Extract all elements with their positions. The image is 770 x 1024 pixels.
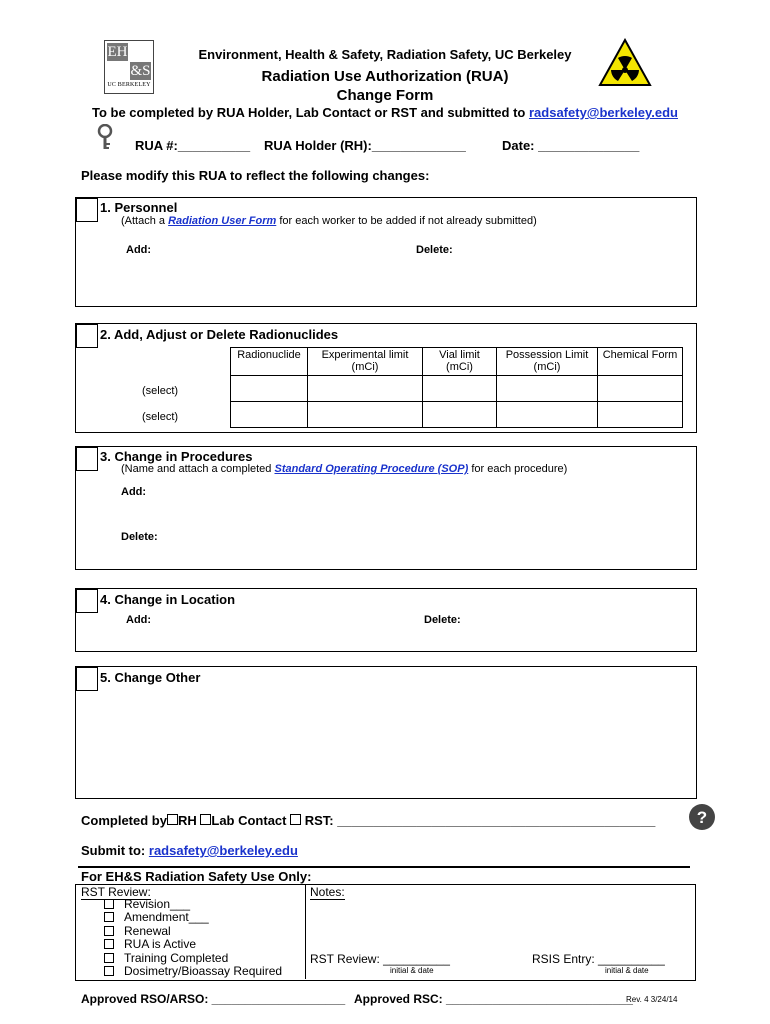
email-link[interactable]: radsafety@berkeley.edu [528,105,678,120]
rua-holder-field[interactable]: RUA Holder (RH):_____________ [264,138,466,153]
submit-row [81,843,298,858]
option-label: RUA is Active [124,937,197,952]
radiation-user-form-link[interactable]: Radiation User Form [168,215,277,227]
procedures-note-prefix: (Name and attach a completed [121,463,272,475]
intro-text: Please modify this RUA to reflect the following changes: [81,168,430,183]
rh-checkbox[interactable] [167,814,178,825]
procedures-note [121,463,567,475]
nuclide-cell[interactable] [598,376,683,402]
option-checkbox[interactable] [104,939,114,949]
other-title: 5. Change Other [100,670,201,685]
col-chemical-form: Chemical Form [598,348,683,376]
radionuclide-table [230,347,683,428]
option-checkbox[interactable] [104,912,114,922]
nuclide-select-2[interactable]: (select) [142,411,179,423]
location-delete-label: Delete: [424,614,461,626]
nuclide-cell[interactable] [308,376,423,402]
option-dosimetry[interactable] [104,965,282,978]
option-revision[interactable] [104,898,282,911]
option-label: Renewal [124,923,171,938]
option-label: Training Completed [124,950,229,965]
notes-heading [310,885,345,900]
personnel-note-suffix: for each worker to be added if not already submitted) [279,215,537,227]
rua-number-field[interactable]: RUA #:__________ [135,138,251,153]
key-icon [95,124,115,150]
svg-text:?: ? [696,808,708,827]
divider [78,866,690,868]
logo-top-left: EH [107,44,128,60]
org-line: Environment, Health & Safety, Radiation Safety, UC Berkeley [198,47,572,62]
col-radionuclide: Radionuclide [231,348,308,376]
personnel-delete-label: Delete: [416,244,453,256]
location-title: 4. Change in Location [100,592,236,607]
date-field[interactable]: Date: ______________ [502,138,640,153]
nuclide-cell[interactable] [231,402,308,428]
other-checkbox[interactable] [76,667,98,691]
option-amendment[interactable] [104,911,282,924]
option-label: Amendment___ [124,910,209,925]
form-subtitle: Change Form [336,87,434,104]
personnel-checkbox[interactable] [76,198,98,222]
nuclide-cell[interactable] [308,402,423,428]
sop-link[interactable]: Standard Operating Procedure (SOP) [274,463,469,475]
nuclide-cell[interactable] [423,376,497,402]
procedures-title: 3. Change in Procedures [100,449,253,464]
option-training-completed[interactable] [104,952,282,965]
personnel-note-prefix: (Attach a [121,215,166,227]
col-possession-limit: Possession Limit (mCi) [497,348,598,376]
option-label: Dosimetry/Bioassay Required [124,964,283,979]
procedures-delete-label: Delete: [121,531,158,543]
col-vial-limit: Vial limit (mCi) [423,348,497,376]
other-section [75,666,697,799]
completed-by-label: Completed by [81,813,167,828]
office-use-heading: For EH&S Radiation Safety Use Only: [81,869,312,884]
option-renewal[interactable] [104,925,282,938]
location-checkbox[interactable] [76,589,98,613]
personnel-note [121,215,537,227]
initial-date-label-2: initial & date [605,966,649,975]
lab-contact-checkbox[interactable] [200,814,211,825]
instructions [0,105,770,120]
submit-label: Submit to: [81,843,146,858]
nuclide-cell[interactable] [231,376,308,402]
approved-rso-field[interactable]: Approved RSO/ARSO: ____________________ [81,992,346,1006]
procedures-note-suffix: for each procedure) [471,463,568,475]
revision-label: Rev. 4 3/24/14 [626,995,678,1004]
option-checkbox[interactable] [104,966,114,976]
option-checkbox[interactable] [104,926,114,936]
rst-checkbox[interactable] [290,814,301,825]
rsis-entry-line[interactable]: RSIS Entry: __________ [532,952,665,966]
location-add-label: Add: [126,614,152,626]
help-icon[interactable] [688,803,716,831]
procedures-checkbox[interactable] [76,447,98,471]
approved-rsc-field[interactable]: Approved RSC: ____________________________ [354,992,633,1006]
personnel-title: 1. Personnel [100,200,178,215]
nuclide-cell[interactable] [497,376,598,402]
rst-field[interactable]: RST: ____________________________________________ [304,813,656,828]
completed-by-row [81,813,655,828]
col-experimental-limit: Experimental limit (mCi) [308,348,423,376]
nuclide-cell[interactable] [598,402,683,428]
nuclide-cell[interactable] [497,402,598,428]
logo-bottom-left: &S [130,63,151,79]
rst-review-options [104,898,282,978]
personnel-add-label: Add: [126,244,152,256]
option-rua-active[interactable] [104,938,282,951]
option-checkbox[interactable] [104,899,114,909]
logo-caption: UC BERKELEY [107,82,151,88]
instructions-text: To be completed by RUA Holder, Lab Contact or RST and submitted to [92,105,526,120]
rst-review-text: RST Review: [81,885,151,899]
radionuclides-checkbox[interactable] [76,324,98,348]
initial-date-label-1: initial & date [390,966,434,975]
rh-label: RH [177,813,197,828]
rst-review-line[interactable]: RST Review: __________ [310,952,450,966]
office-use-divider [305,884,306,979]
nuclide-select-1[interactable]: (select) [142,385,179,397]
option-checkbox[interactable] [104,953,114,963]
submit-email-link[interactable]: radsafety@berkeley.edu [148,843,298,858]
procedures-add-label: Add: [121,486,147,498]
form-title: Radiation Use Authorization (RUA) [261,68,509,85]
nuclide-cell[interactable] [423,402,497,428]
lab-contact-label: Lab Contact [211,813,287,828]
option-label: Revision___ [124,897,191,911]
notes-text: Notes: [310,885,345,899]
radionuclides-title: 2. Add, Adjust or Delete Radionuclides [100,327,339,342]
